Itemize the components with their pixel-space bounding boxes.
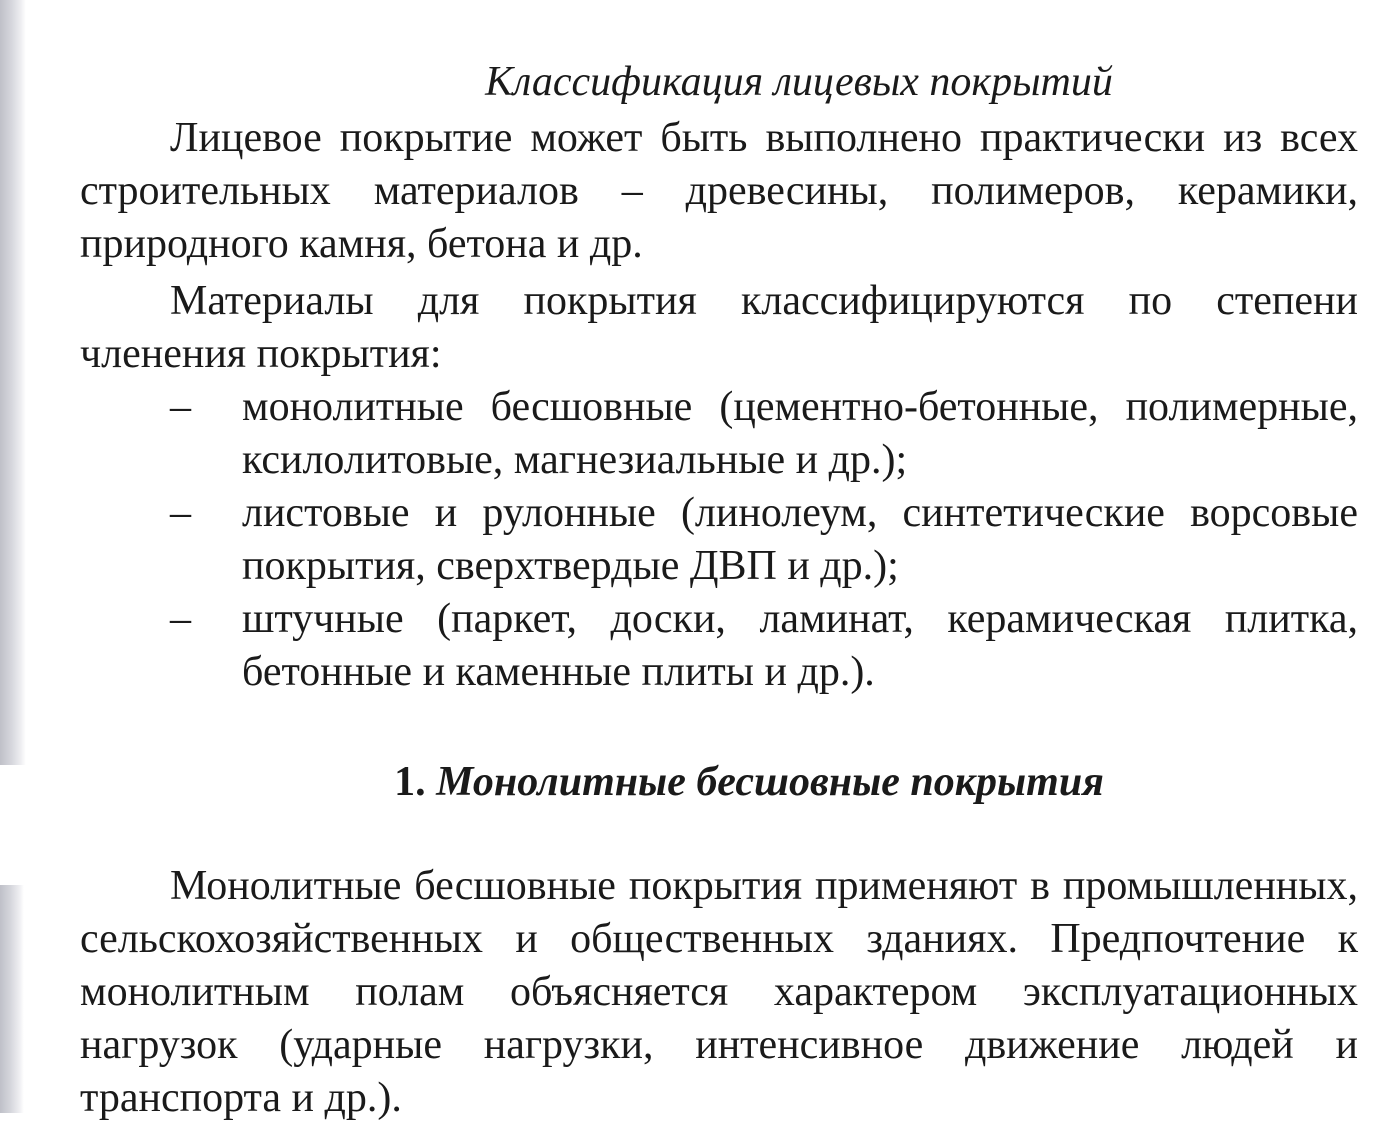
- list-item: [80, 593, 1358, 699]
- list-item-text: штучные (паркет, доски, ламинат, керамическая плитка, бетонные и каменные плиты и др.).: [242, 596, 1358, 695]
- document-page: [80, 52, 1358, 1125]
- paragraph-classification: Материалы для покрытия классифицируются по степени членения покрытия:: [80, 278, 1358, 377]
- list-item: [80, 381, 1358, 487]
- classification-list: [80, 381, 1358, 699]
- list-item-text: листовые и рулонные (линолеум, синтетические ворсовые покрытия, сверхтвердые ДВП и др.);: [242, 490, 1358, 589]
- section-number: 1.: [394, 759, 426, 805]
- list-item: [80, 487, 1358, 593]
- page-heading: Классификация лицевых покрытий: [485, 59, 1113, 105]
- section-heading: [80, 752, 1358, 812]
- scan-shadow-bottom: [0, 885, 24, 1113]
- list-dash: –: [170, 384, 191, 430]
- scan-shadow-top: [0, 0, 26, 765]
- list-dash: –: [170, 596, 191, 642]
- paragraph-monolithic: Монолитные бесшовные покрытия применяют в промышленных, сельскохозяйственных и общественных зданиях. Предпочтение к монолитным полам объясняется характером эксплуатационных нагрузок (ударные нагрузки, интенсивное движение людей и транспорта и др.).: [80, 863, 1358, 1121]
- list-item-text: монолитные бесшовные (цементно-бетонные, полимерные, ксилолитовые, магнезиальные и др.);: [242, 384, 1358, 483]
- paragraph-intro: Лицевое покрытие может быть выполнено практически из всех строительных материалов – древесины, полимеров, керамики, природного камня, бетона и др.: [80, 115, 1358, 267]
- section-title: Монолитные бесшовные покрытия: [436, 759, 1104, 805]
- list-dash: –: [170, 490, 191, 536]
